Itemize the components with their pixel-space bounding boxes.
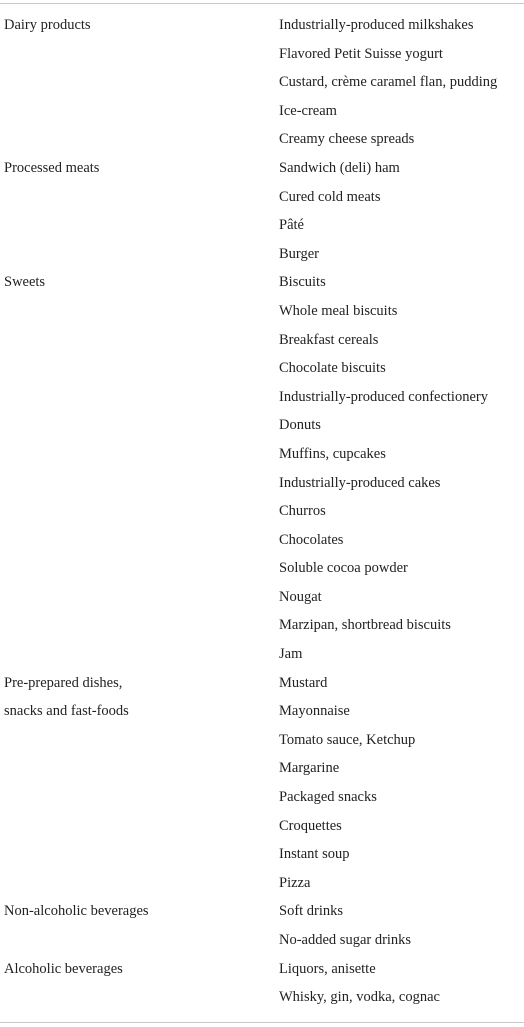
food-item: Marzipan, shortbread biscuits <box>279 617 451 634</box>
food-item: Custard, crème caramel flan, pudding <box>279 74 498 91</box>
food-item: Croquettes <box>279 817 342 834</box>
food-items-cell <box>279 154 524 268</box>
category-cell <box>0 955 279 1012</box>
category-cell <box>0 669 279 898</box>
food-item: Whisky, gin, vodka, cognac <box>279 989 440 1006</box>
food-item: Liquors, anisette <box>279 960 376 977</box>
food-item: Ice-cream <box>279 102 337 119</box>
food-item: Soluble cocoa powder <box>279 560 408 577</box>
food-item: Nougat <box>279 588 322 605</box>
food-item: Industrially-produced milkshakes <box>279 17 474 33</box>
food-item: Churros <box>279 503 326 520</box>
food-item: Cured cold meats <box>279 188 381 205</box>
food-item: Creamy cheese spreads <box>279 131 415 148</box>
food-item: Margarine <box>279 760 340 777</box>
table-row <box>0 268 524 668</box>
food-item: Jam <box>279 646 303 663</box>
food-item: Instant soup <box>279 846 350 863</box>
food-item: Donuts <box>279 417 321 434</box>
food-item: Industrially-produced confectionery <box>279 388 488 405</box>
food-item: Sandwich (deli) ham <box>279 159 400 176</box>
food-item: Burger <box>279 245 320 262</box>
food-item: Mayonnaise <box>279 703 350 720</box>
category-label: Sweets <box>4 274 46 291</box>
table-row <box>0 154 524 268</box>
food-items-cell <box>279 897 524 954</box>
table-top-rule <box>0 3 524 4</box>
food-item: Biscuits <box>279 274 326 291</box>
table-row <box>0 11 524 154</box>
food-item: Flavored Petit Suisse yogurt <box>279 45 443 62</box>
food-items-cell <box>279 268 524 668</box>
category-label: Alcoholic beverages <box>4 960 123 977</box>
category-label: Non-alcoholic beverages <box>4 903 149 920</box>
food-items-cell <box>279 669 524 898</box>
table-row <box>0 669 524 898</box>
food-item: Tomato sauce, Ketchup <box>279 731 416 748</box>
food-item: Pizza <box>279 874 311 891</box>
category-cell <box>0 154 279 268</box>
table-row <box>0 897 524 954</box>
food-item: Breakfast cereals <box>279 331 379 348</box>
food-item: Chocolate biscuits <box>279 360 386 377</box>
food-item: Muffins, cupcakes <box>279 445 386 462</box>
category-label: Dairy products <box>4 17 91 33</box>
food-category-table <box>0 11 524 1012</box>
category-cell <box>0 897 279 954</box>
category-cell <box>0 268 279 668</box>
food-item: Whole meal biscuits <box>279 302 398 319</box>
food-item: No-added sugar drinks <box>279 932 412 948</box>
food-item: Industrially-produced cakes <box>279 474 441 491</box>
category-label: snacks and fast-foods <box>4 703 129 720</box>
food-item: Packaged snacks <box>279 789 377 806</box>
table-row <box>0 955 524 1012</box>
food-items-cell <box>279 11 524 154</box>
food-items-cell <box>279 955 524 1012</box>
category-label: Pre-prepared dishes, <box>4 674 123 691</box>
food-item: Chocolates <box>279 531 344 548</box>
food-item: Pâté <box>279 217 304 234</box>
food-item: Soft drinks <box>279 903 344 920</box>
category-label: Processed meats <box>4 159 100 176</box>
table-bottom-rule <box>0 1022 524 1023</box>
category-cell <box>0 11 279 154</box>
food-item: Mustard <box>279 674 328 691</box>
